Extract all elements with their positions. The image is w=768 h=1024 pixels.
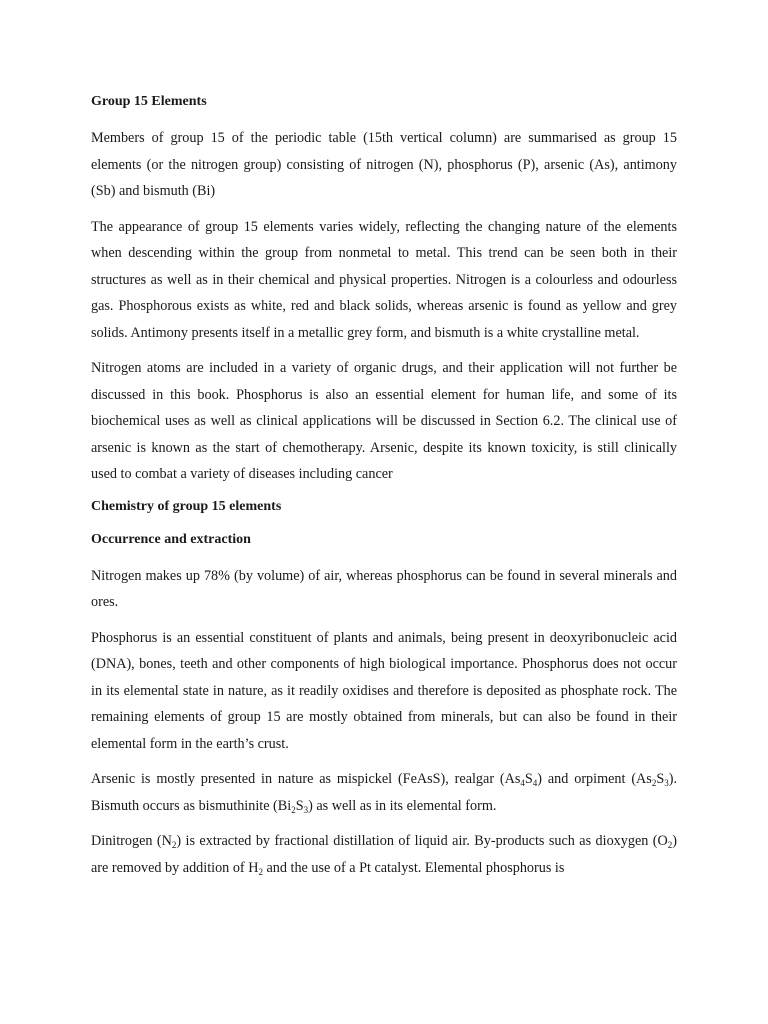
text-run: Arsenic is mostly presented in nature as mispickel (FeAsS), realgar (As	[91, 771, 521, 787]
subscript: 4	[532, 778, 538, 788]
paragraph-nitrogen-drugs: Nitrogen atoms are included in a variety of organic drugs, and their application will not further be discussed in this book. Phosphorus is also an essential element for human life, and some of its biochemical uses as well as clinical applications will be discussed in Section 6.2. The clinical use of arsenic is known as the start of chemotherapy. Arsenic, despite its known toxicity, is still clinically used to combat a variety of diseases including cancer	[91, 360, 677, 482]
text-run: S	[524, 771, 533, 787]
subscript: 3	[664, 778, 669, 788]
text-run: ) as well as in its elemental form.	[308, 797, 497, 814]
section-heading-occurrence: Occurrence and extraction	[91, 531, 251, 547]
text-run: ) and orpiment (As	[537, 771, 652, 787]
paragraph-arsenic-minerals	[91, 766, 677, 819]
section-heading-chemistry: Chemistry of group 15 elements	[91, 498, 282, 514]
text-run: S	[295, 797, 304, 814]
subscript: 2	[667, 840, 673, 850]
paragraph-dinitrogen-extraction	[91, 828, 677, 881]
paragraph-members: Members of group 15 of the periodic table (15th vertical column) are summarised as group 15 elements (or the nitrogen group) consisting of nitrogen (N), phosphorus (P), arsenic (As), antimony (Sb) and bismuth (Bi)	[91, 130, 677, 199]
paragraph-appearance: The appearance of group 15 elements varies widely, reflecting the changing nature of the elements when descending within the group from nonmetal to metal. This trend can be seen both in their structures as well as in their chemical and physical properties. Nitrogen is a colourless and odourless gas. Phosphorous exists as white, red and black solids, whereas arsenic is found as yellow and grey solids. Antimony presents itself in a metallic grey form, and bismuth is a white crystalline metal.	[91, 218, 677, 341]
subscript: 2	[291, 804, 296, 815]
text-run: and the use of a Pt catalyst. Elemental phosphorus is	[262, 859, 565, 876]
section-heading-group15: Group 15 Elements	[91, 94, 207, 109]
text-run: Dinitrogen (N	[91, 833, 172, 849]
text-run: ) are removed by addition of H	[91, 833, 677, 876]
text-run: ). Bismuth occurs as bismuthinite (Bi	[91, 771, 677, 814]
text-run: S	[656, 771, 665, 787]
text-run: ) is extracted by fractional distillation of liquid air. By-products such as dioxygen (O	[176, 833, 668, 849]
subscript: 4	[520, 778, 525, 788]
subscript: 3	[303, 804, 309, 815]
paragraph-nitrogen-air: Nitrogen makes up 78% (by volume) of air, whereas phosphorus can be found in several minerals and ores.	[91, 567, 677, 610]
subscript: 2	[651, 778, 657, 788]
paragraph-phosphorus: Phosphorus is an essential constituent of plants and animals, being present in deoxyribonucleic acid (DNA), bones, teeth and other components of high biological importance. Phosphorus does not occur in its elemental state in nature, as it readily oxidises and therefore is deposited as phosphate rock. The remaining elements of group 15 are mostly obtained from minerals, but can also be found in their elemental form in the earth’s crust.	[91, 629, 677, 752]
subscript: 2	[258, 866, 263, 877]
subscript: 2	[171, 840, 177, 850]
